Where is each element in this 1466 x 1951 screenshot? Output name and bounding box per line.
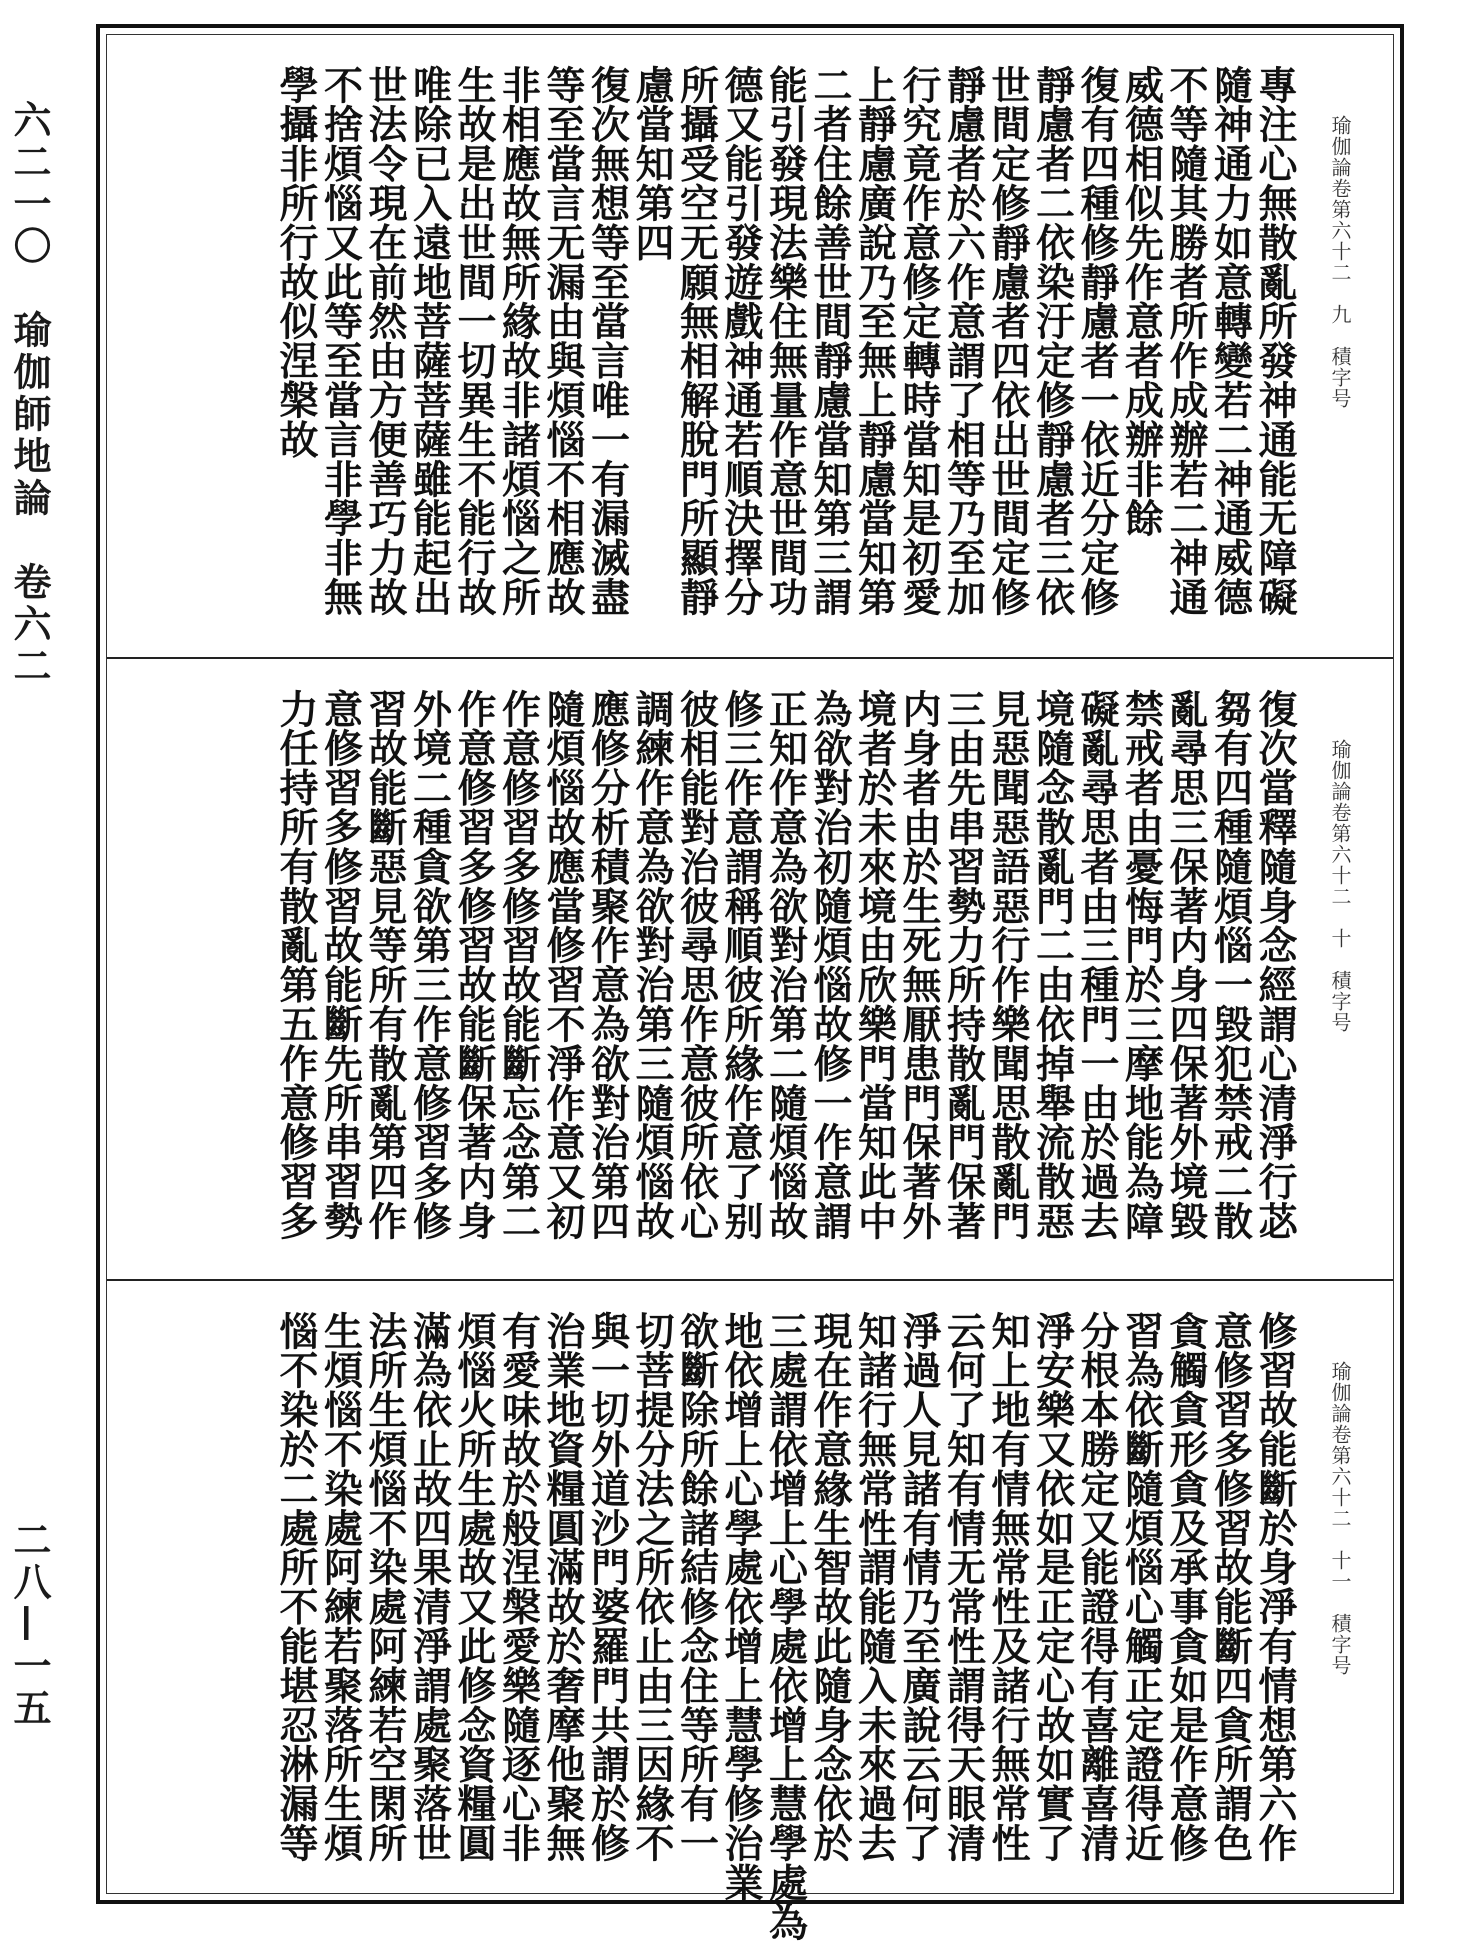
panel-body-text: [274, 689, 1298, 1249]
text-column: 境隨念散亂門二由依掉舉流散惡: [1029, 689, 1076, 1241]
text-column: 復次無想等至當言唯一有漏滅盡: [584, 65, 631, 617]
text-column: 正知作意為欲對治第二隨煩惱故: [762, 689, 809, 1241]
scripture-panel-3: [107, 1279, 1393, 1942]
frame-inner-border: [106, 34, 1394, 1942]
text-column: 煩惱火所生處故又此修念資糧圓: [451, 1311, 497, 1863]
text-column: 威德相似先作意者成辦非餘: [1118, 65, 1165, 538]
text-column: 有愛味故於般涅槃愛樂隨逐心非: [495, 1311, 542, 1863]
panel-reference: 瑜伽論卷第六十二 十 積字号: [1328, 739, 1352, 1033]
panel-reference: 瑜伽論卷第六十二 九 積字号: [1328, 115, 1352, 409]
text-column: 外境二種貪欲第三作意修習多修: [406, 689, 453, 1241]
text-column: 非相應故無所緣故非諸煩惱之所: [495, 65, 542, 617]
text-column: 習為依斷隨煩惱心觸正定證得近: [1118, 1311, 1165, 1863]
text-column: 禁戒者由憂悔門於三摩地能為障: [1118, 689, 1165, 1241]
text-column: 所攝受空无願無相解脫門所顯靜: [673, 65, 720, 617]
text-column: 二者住餘善世間靜慮當知第三謂: [807, 65, 853, 617]
text-column: 知諸行無常性謂能隨入未來過去: [851, 1311, 898, 1863]
text-column: 專注心無散亂所發神通能无障礙: [1252, 65, 1298, 617]
text-column: 云何了知有情无常性謂得天眼清: [940, 1311, 987, 1863]
panel-body-text: [273, 1311, 1298, 1942]
text-column: 生煩惱不染處阿練若聚落所生煩: [317, 1311, 364, 1863]
text-column: 彼相能對治彼尋思作意彼所依心: [673, 689, 720, 1241]
text-column: 應修分析積聚作意為欲對治第四: [584, 689, 631, 1241]
text-column: 切菩提分法之所依止由三因緣不: [629, 1311, 675, 1863]
text-column: 法所生煩惱不染處阿練若空閑所: [362, 1311, 408, 1863]
panel-reference: 瑜伽論卷第六十二 十一 積字号: [1328, 1361, 1352, 1676]
text-column: 不等隨其勝者所作成辦若二神通: [1163, 65, 1209, 617]
text-column: 隨神通力如意轉變若二神通威德: [1207, 65, 1254, 617]
text-column: 意修習多修習故能斷四貪所謂色: [1207, 1311, 1254, 1863]
text-column: 三由先串習勢力所持散亂門保著: [940, 689, 987, 1241]
text-column: 修習故能斷於身淨有情想第六作: [1252, 1311, 1298, 1863]
text-column: 上靜慮廣說乃至無上靜慮當知第: [851, 65, 898, 617]
margin-vol-number: 六二一〇: [7, 100, 52, 268]
text-column: 等至當言无漏由與煩惱不相應故: [540, 65, 586, 617]
text-column: 見惡聞惡語惡行作樂聞思散亂門: [985, 689, 1031, 1241]
text-column: 現在作意緣生智故此隨身念依於: [807, 1311, 853, 1863]
text-column: 與一切外道沙門婆羅門共謂於修: [584, 1311, 631, 1863]
text-column: 芻有四種隨煩惱一毀犯禁戒二散: [1207, 689, 1254, 1241]
text-column: 三處謂依增上心學處依增上慧學處為: [762, 1311, 809, 1942]
text-column: 淨過人見諸有情乃至廣說云何了: [896, 1311, 942, 1863]
scripture-panel-1: [107, 35, 1393, 657]
text-column: 世法令現在前然由方便善巧力故: [362, 65, 408, 617]
text-column: 淨安樂又依如是正定心故如實了: [1029, 1311, 1076, 1863]
text-column: 生故是出世間一切異生不能行故: [451, 65, 497, 617]
margin-book-title: 瑜伽師地論 卷六二: [7, 310, 52, 688]
text-column: 分根本勝定又能證得有喜離喜清: [1074, 1311, 1120, 1863]
text-column: 惱不染於二處所不能堪忍淋漏等: [273, 1311, 319, 1863]
text-column: 學攝非所行故似涅槃故: [273, 65, 319, 459]
text-column: 礙亂尋思者由三種門一由於過去: [1074, 689, 1120, 1241]
text-column: 德又能引發遊戲神通若順決擇分: [718, 65, 764, 617]
scripture-frame: [96, 24, 1404, 1942]
text-column: 境者於未來境由欣樂門當知此中: [851, 689, 898, 1241]
text-column: 知上地有情無常性及諸行無常性: [985, 1311, 1031, 1863]
text-column: 唯除已入遠地菩薩菩薩雖能起出: [406, 65, 453, 617]
text-column: 亂尋思三保著内身四保著外境毀: [1163, 689, 1209, 1241]
text-column: 為欲對治初隨煩惱故修一作意謂: [807, 689, 853, 1241]
margin-title: [4, 100, 54, 688]
text-column: 靜慮者二依染汙定修靜慮者三依: [1029, 65, 1076, 617]
text-column: 隨煩惱故應當修習不淨作意又初: [540, 689, 586, 1241]
text-column: 靜慮者於六作意謂了相等乃至加: [940, 65, 987, 617]
text-column: 地依增上心學處依增上慧學修治業: [718, 1311, 764, 1902]
text-column: 意修習多修習故能斷先所串習勢: [317, 689, 364, 1241]
text-column: 能引發現法樂住無量作意世間功: [762, 65, 809, 617]
panel-body-text: [274, 65, 1298, 625]
text-column: 慮當知第四: [629, 65, 675, 262]
text-column: 習故能斷惡見等所有散亂第四作: [362, 689, 408, 1241]
text-column: 内身者由於生死無厭患門保著外: [896, 689, 942, 1241]
text-column: 滿為依止故四果清淨謂處聚落世: [406, 1311, 453, 1863]
text-column: 不捨煩惱又此等至當言非學非無: [317, 65, 364, 617]
text-column: 復有四種修靜慮者一依近分定修: [1074, 65, 1120, 617]
text-column: 行究竟作意修定轉時當知是初愛: [896, 65, 942, 617]
text-column: 作意修習多修習故能斷保著内身: [451, 689, 497, 1241]
text-column: 貪觸貪形貪及承事貪如是作意修: [1163, 1311, 1209, 1863]
text-column: 世間定修靜慮者四依出世間定修: [985, 65, 1031, 617]
margin-page-ref: 二八—一五: [7, 1520, 52, 1730]
text-column: 作意修習多修習故能斷忘念第二: [495, 689, 542, 1241]
text-column: 欲斷除所餘諸結修念住等所有一: [673, 1311, 720, 1863]
text-column: 修三作意謂稱順彼所緣作意了别: [718, 689, 764, 1241]
text-column: 治業地資糧圓滿故於奢摩他聚無: [540, 1311, 586, 1863]
text-column: 復次當釋隨身念經謂心清淨行苾: [1252, 689, 1298, 1241]
text-column: 調練作意為欲對治第三隨煩惱故: [629, 689, 675, 1241]
margin-header: [4, 100, 54, 1400]
scripture-panel-2: [107, 657, 1393, 1281]
text-column: 力任持所有散亂第五作意修習多: [273, 689, 319, 1241]
